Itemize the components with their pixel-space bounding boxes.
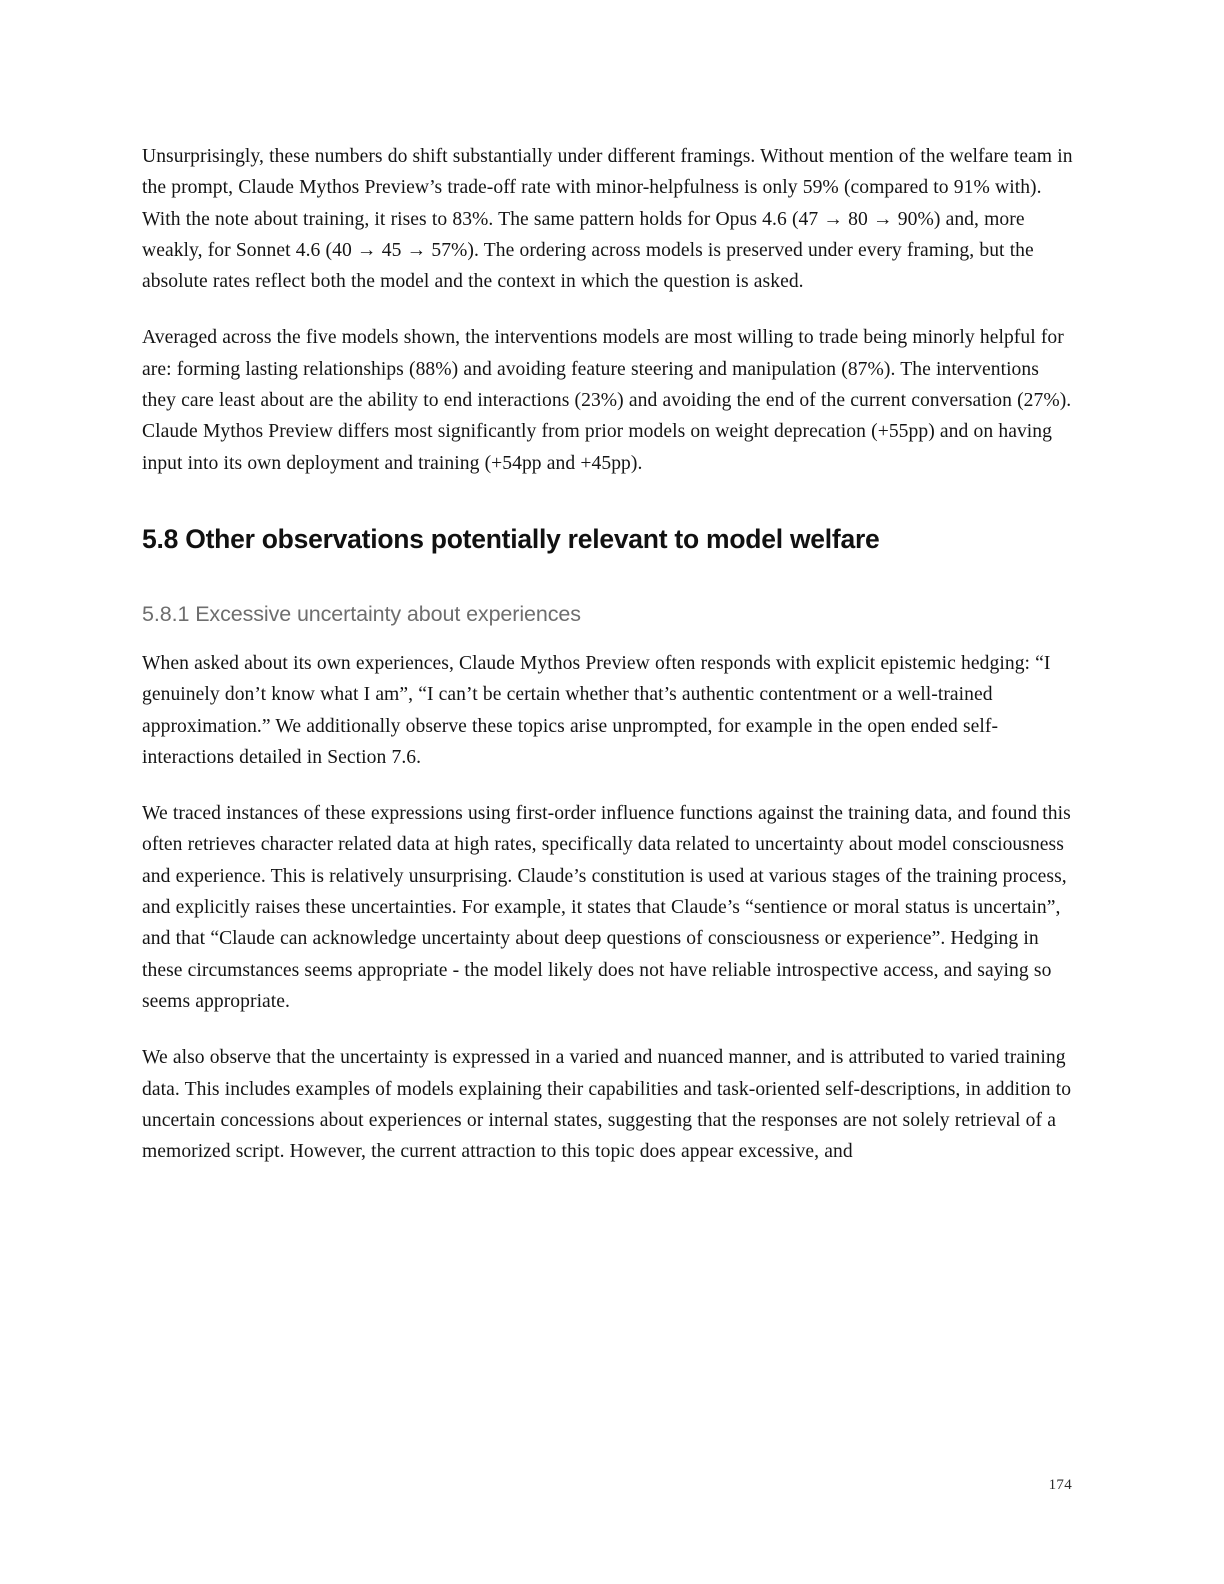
paragraph-influence-functions: We traced instances of these expressions using first-order influence functions against the training data, and found this often retrieves character related data at high rates, specifically data related to uncertainty about model consciousness and experience. This is relatively unsurprising. Claude’s constitution is used at various stages of the training process, and explicitly raises these uncertainties. For example, it states that Claude’s “sentience or moral status is uncertain”, and that “Claude can acknowledge uncertainty about deep questions of consciousness or experience”. Hedging in these circumstances seems appropriate - the model likely does not have reliable introspective access, and saying so seems appropriate.	[142, 803, 1071, 1012]
page-number: 174	[1048, 1477, 1072, 1493]
paragraph-epistemic-hedging: When asked about its own experiences, Claude Mythos Preview often responds with explicit epistemic hedging: “I genuinely don’t know what I am”, “I can’t be certain whether that’s authentic contentment or a well-trained approximation.” We additionally observe these topics arise unprompted, for example in the open ended self-interactions detailed in Section 7.6.	[142, 652, 1051, 768]
subsection-heading-5-8-1: 5.8.1 Excessive uncertainty about experiences	[142, 601, 581, 626]
paragraph-framing-sensitivity: Unsurprisingly, these numbers do shift substantially under different framings. Without mention of the welfare team in the prompt, Claude Mythos Preview’s trade-off rate with minor-helpfulness is only 59% (compared to 91% with). With the note about training, it rises to 83%. The same pattern holds for Opus 4.6 (47 → 80 → 90%) and, more weakly, for Sonnet 4.6 (40 → 45 → 57%). The ordering across models is preserved under every framing, but the absolute rates reflect both the model and the context in which the question is asked.	[142, 146, 1073, 293]
paragraph-averaged-interventions: Averaged across the five models shown, the interventions models are most willing to trade being minorly helpful for are: forming lasting relationships (88%) and avoiding feature steering and manipulation (87%). The interventions they care least about are the ability to end interactions (23%) and avoiding the end of the current conversation (27%). Claude Mythos Preview differs most significantly from prior models on weight deprecation (+55pp) and on having input into its own deployment and training (+54pp and +45pp).	[142, 327, 1072, 474]
page-content-column	[142, 141, 1074, 1167]
section-heading-5-8: 5.8 Other observations potentially relevant to model welfare	[142, 523, 880, 554]
paragraph-varied-uncertainty: We also observe that the uncertainty is expressed in a varied and nuanced manner, and is attributed to varied training data. This includes examples of models explaining their capabilities and task-oriented self-descriptions, in addition to uncertain concessions about experiences or internal states, suggesting that the responses are not solely retrieval of a memorized script. However, the current attraction to this topic does appear excessive, and	[142, 1047, 1072, 1163]
